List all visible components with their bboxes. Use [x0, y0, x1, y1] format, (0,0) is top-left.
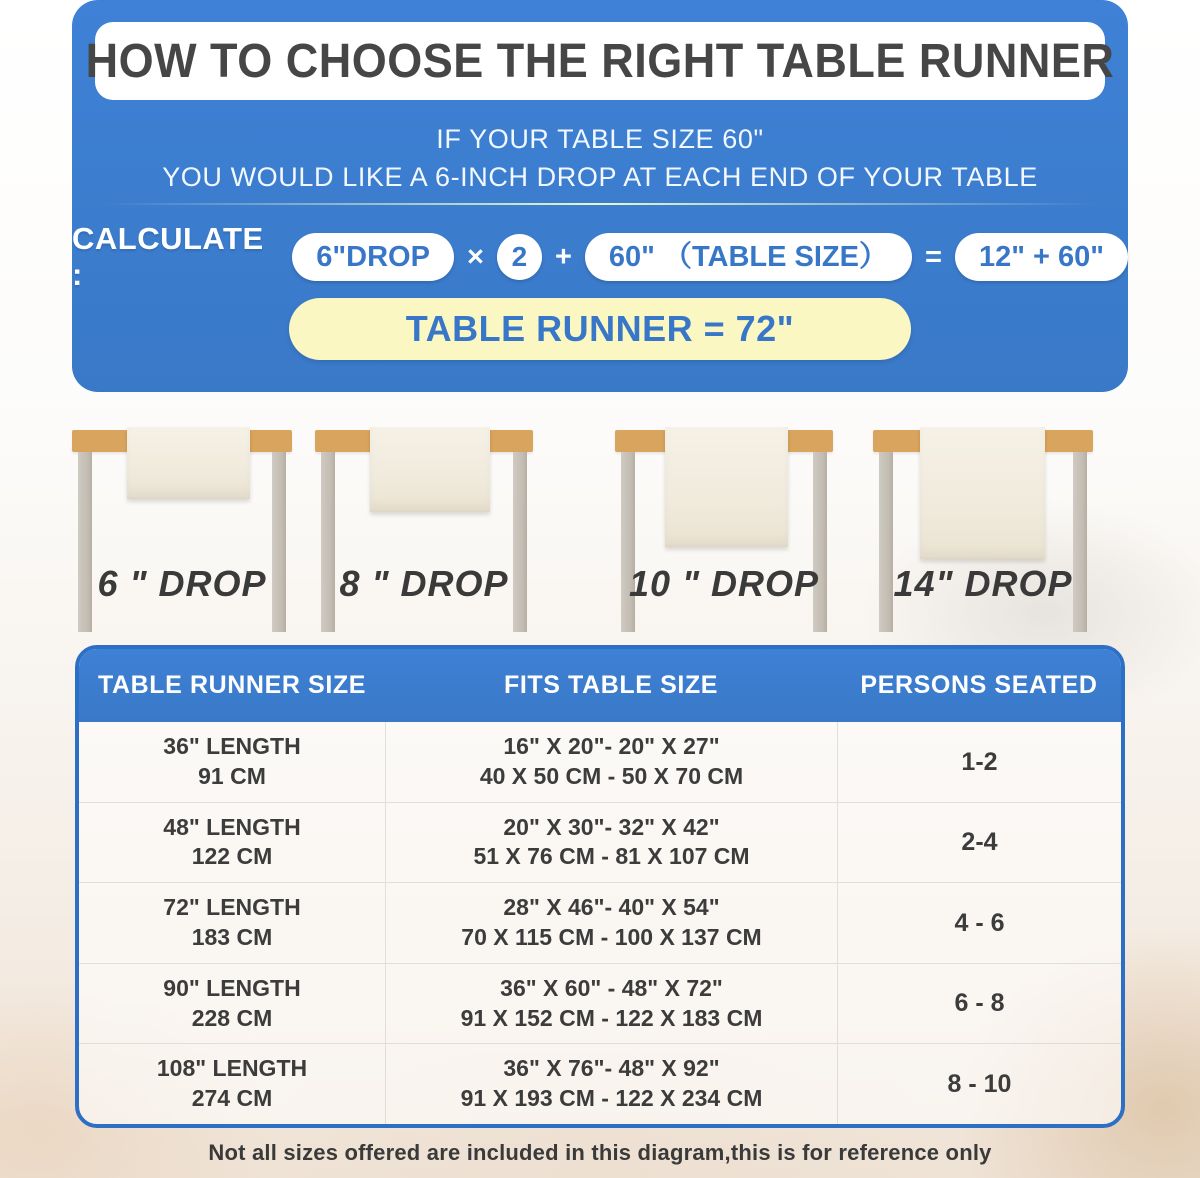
calculation-row	[72, 221, 1128, 292]
fits-size-cell: 28" X 46"- 40" X 54" 70 X 115 CM - 100 X 137 CM	[385, 883, 837, 963]
runner-result-pill: TABLE RUNNER = 72"	[289, 298, 911, 360]
footer-disclaimer: Not all sizes offered are included in this diagram,this is for reference only	[208, 1140, 992, 1165]
page-title: HOW TO CHOOSE THE RIGHT TABLE RUNNER	[85, 32, 1115, 88]
top-banner	[72, 0, 1128, 392]
table-row	[79, 963, 1121, 1044]
calculate-label: CALCULATE :	[72, 221, 264, 292]
fits-size-cell: 36" X 60" - 48" X 72" 91 X 152 CM - 122 X 183 CM	[385, 964, 837, 1044]
table-leg-left	[321, 452, 335, 632]
table-leg-right	[813, 452, 827, 632]
header-fits-table-size: FITS TABLE SIZE	[503, 671, 719, 699]
table-row	[79, 802, 1121, 883]
equals-sign: =	[925, 240, 942, 273]
table-leg-right	[513, 452, 527, 632]
drop-label-6: 6 " DROP	[97, 563, 267, 604]
size-table-header	[79, 649, 1121, 722]
persons-cell: 4 - 6	[837, 883, 1121, 963]
subtitle-line-2: YOU WOULD LIKE A 6-INCH DROP AT EACH END OF YOUR TABLE	[162, 162, 1038, 192]
table-runner-illustration	[370, 427, 490, 512]
table-figure-10-drop	[615, 430, 833, 640]
table-leg-right	[1073, 452, 1087, 632]
table-figure-6-drop	[72, 430, 292, 640]
runner-size-cell: 36" LENGTH 91 CM	[163, 732, 301, 789]
persons-cell: 8 - 10	[837, 1044, 1121, 1124]
runner-size-cell: 72" LENGTH 183 CM	[163, 894, 301, 950]
table-runner-illustration	[920, 427, 1045, 559]
header-persons-seated: PERSONS SEATED	[860, 671, 1098, 699]
table-figure-14-drop	[873, 430, 1093, 640]
table-row	[79, 882, 1121, 963]
table-leg-left	[78, 452, 92, 632]
plus-sign: +	[554, 240, 572, 273]
table-row	[79, 1043, 1121, 1124]
banner-divider	[102, 203, 1098, 205]
persons-cell: 2-4	[837, 803, 1121, 883]
multiplier-circle: 2	[497, 234, 542, 280]
table-leg-left	[879, 452, 893, 632]
table-leg-left	[621, 452, 635, 632]
persons-cell: 6 - 8	[837, 964, 1121, 1044]
table-size-pill: 60" （TABLE SIZE）	[585, 233, 912, 281]
table-leg-right	[272, 452, 286, 632]
table-runner-illustration	[127, 427, 250, 499]
fits-size-cell: 20" X 30"- 32" X 42" 51 X 76 CM - 81 X 107 CM	[385, 803, 837, 883]
table-figure-8-drop	[315, 430, 533, 640]
size-table-body	[79, 722, 1121, 1124]
sum-pill: 12" + 60"	[955, 233, 1128, 281]
title-box	[85, 22, 1115, 100]
drop-label-8: 8 " DROP	[339, 563, 509, 604]
table-runner-illustration	[665, 427, 788, 547]
size-reference-table	[75, 645, 1125, 1128]
header-table-runner-size: TABLE RUNNER SIZE	[97, 671, 367, 699]
persons-cell: 1-2	[837, 722, 1121, 802]
fits-size-cell: 36" X 76"- 48" X 92" 91 X 193 CM - 122 X 234 CM	[385, 1044, 837, 1124]
runner-size-cell: 90" LENGTH 228 CM	[163, 974, 301, 1031]
table-row	[79, 722, 1121, 802]
drop-value-pill: 6"DROP	[292, 233, 454, 281]
fits-size-cell: 16" X 20"- 20" X 27" 40 X 50 CM - 50 X 70 CM	[385, 722, 837, 802]
subtitle-line-1: IF YOUR TABLE SIZE 60"	[436, 124, 764, 154]
runner-size-cell: 108" LENGTH 274 CM	[156, 1055, 308, 1112]
drop-label-10: 10 " DROP	[628, 563, 820, 604]
runner-size-cell: 48" LENGTH 122 CM	[163, 813, 301, 870]
drop-label-14: 14" DROP	[893, 563, 1073, 604]
multiply-sign: ×	[466, 240, 484, 273]
